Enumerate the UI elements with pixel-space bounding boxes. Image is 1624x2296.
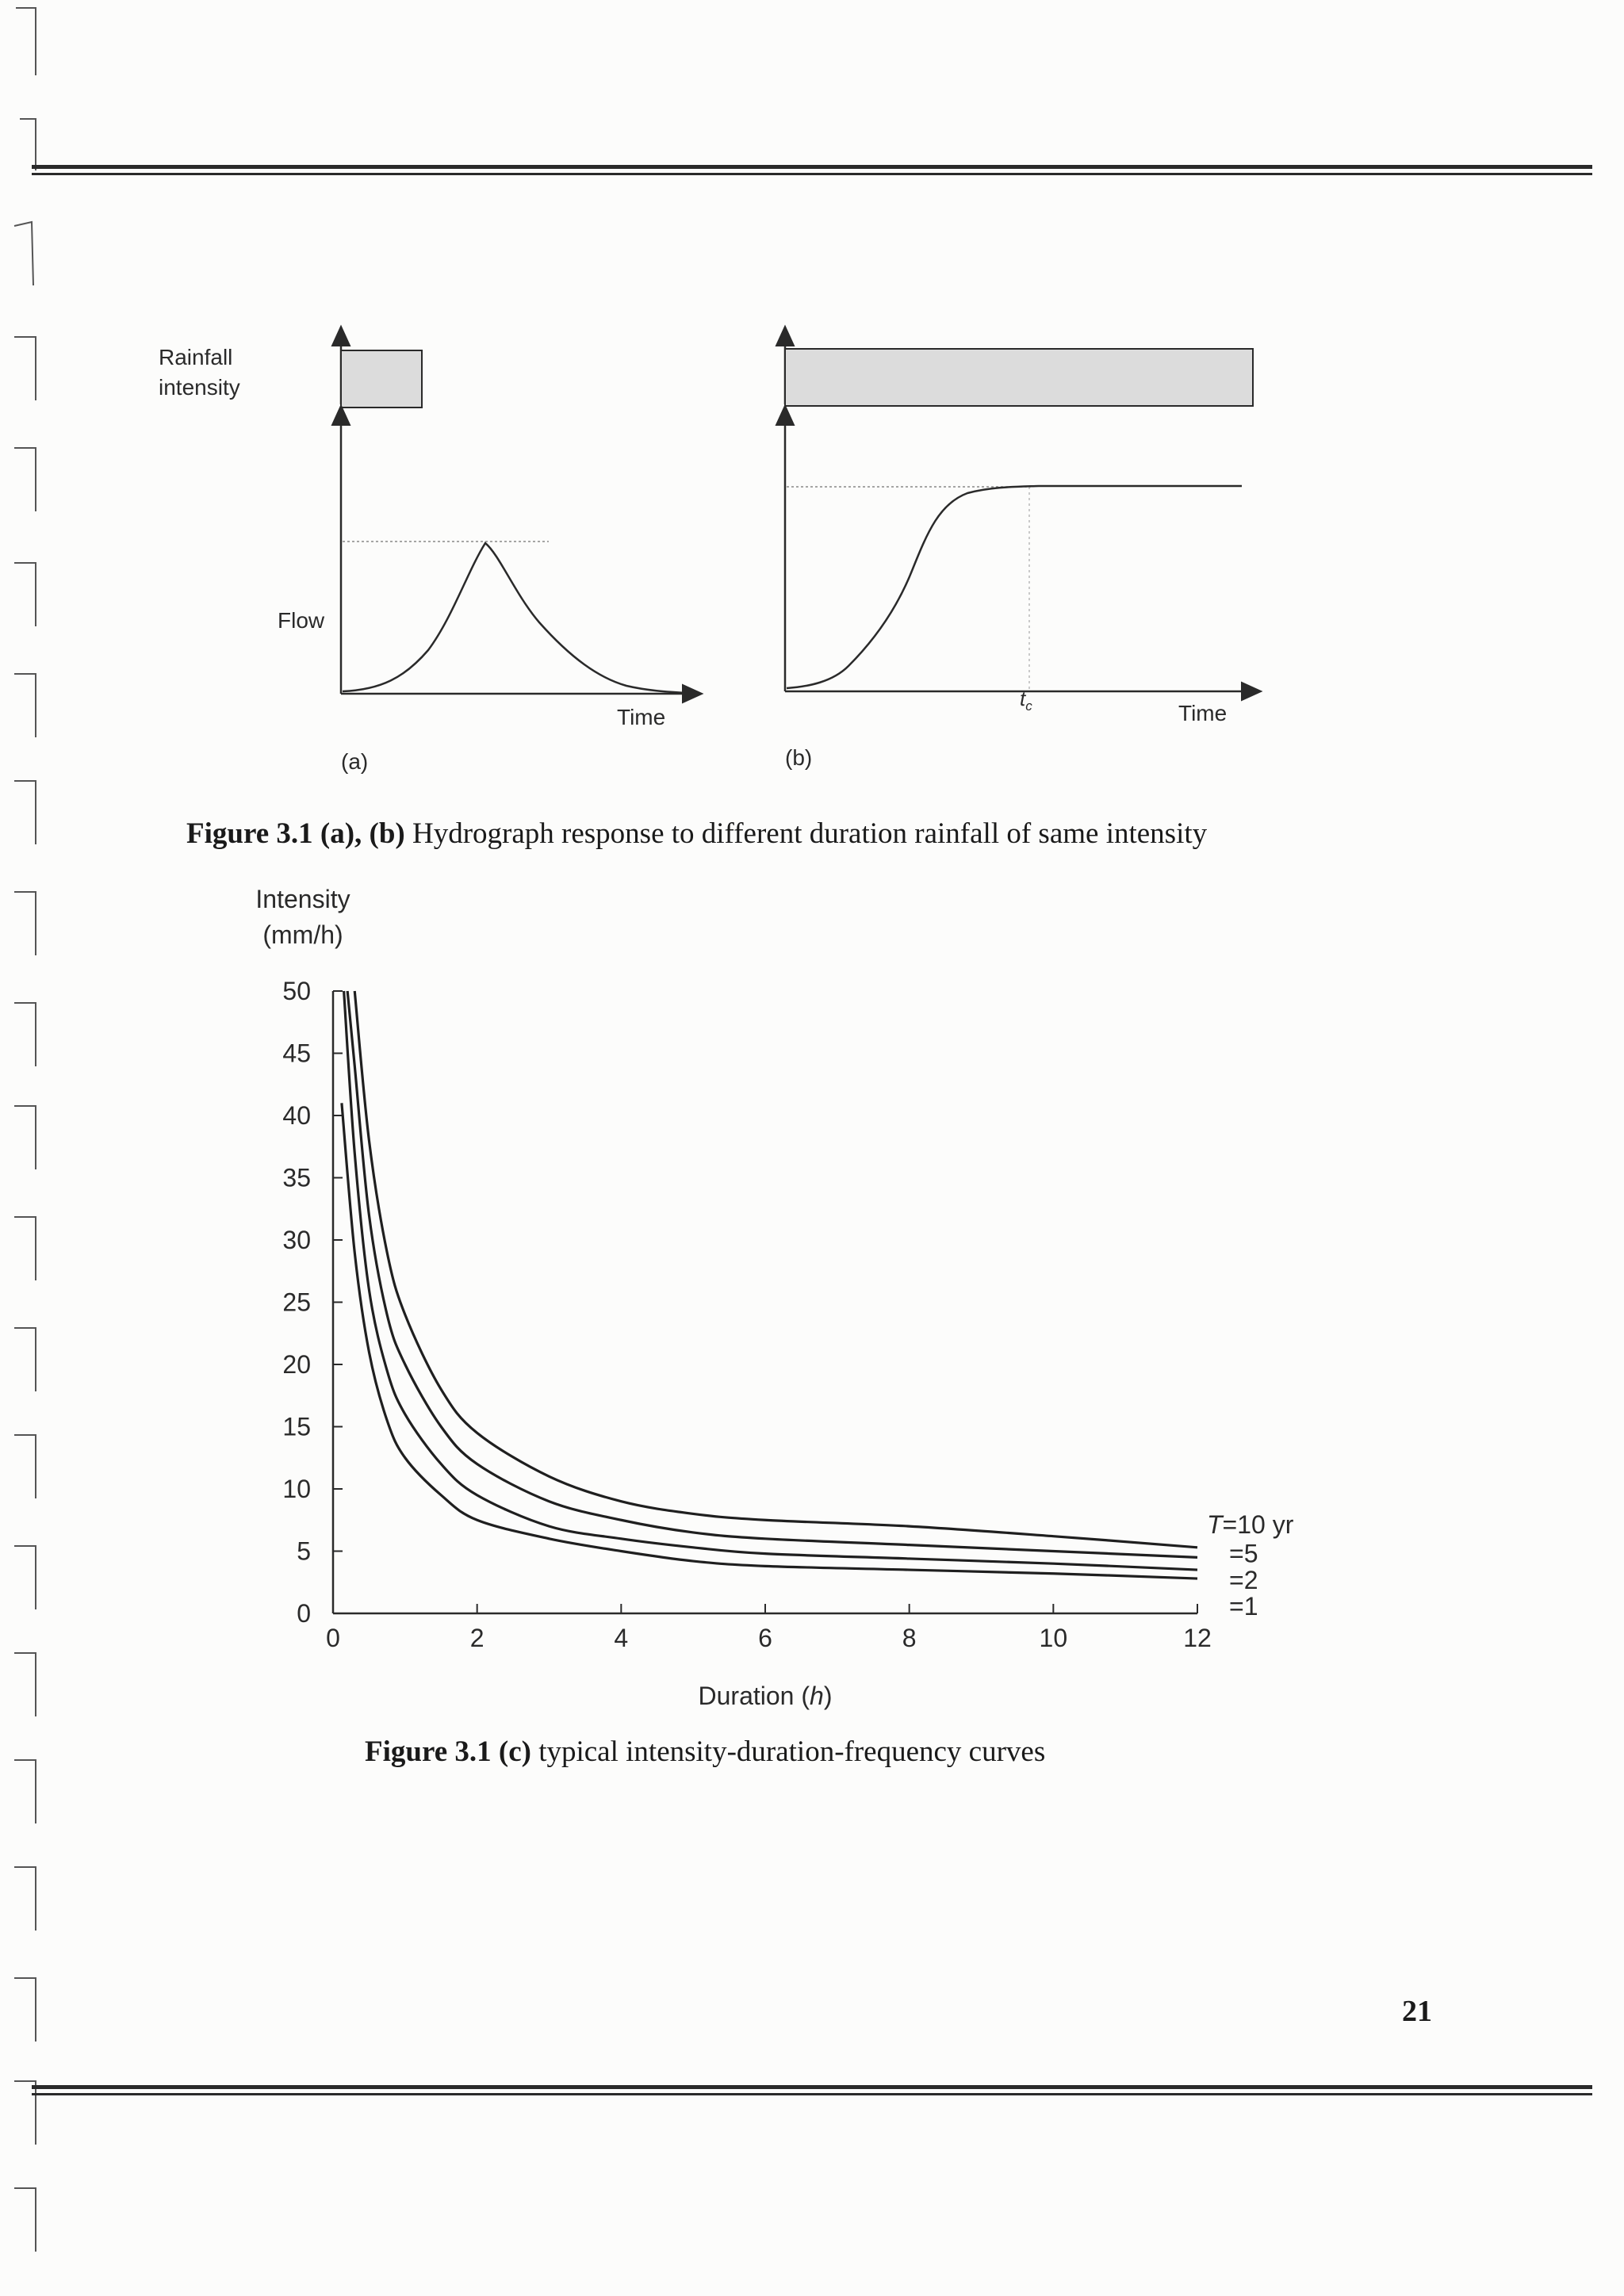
y-tick-label: 40 [282, 1101, 311, 1130]
bottom-rule-thin [32, 2093, 1592, 2095]
panel-a [159, 335, 694, 774]
y-tick-label: 15 [282, 1412, 311, 1441]
series-label-3: =2 [1229, 1566, 1258, 1595]
y-axis-label-line2: (mm/h) [262, 920, 343, 949]
caption-c-text: typical intensity-duration-frequency curves [530, 1735, 1046, 1768]
figure-caption-ab [186, 817, 1207, 851]
x-tick-label: 6 [758, 1624, 772, 1652]
flow-label: Flow [278, 608, 325, 633]
hydrograph-figure [159, 317, 1308, 793]
x-tick-label: 4 [614, 1624, 629, 1652]
x-tick-label: 10 [1039, 1624, 1068, 1652]
time-label-a: Time [617, 705, 666, 729]
time-label-b: Time [1178, 701, 1228, 725]
binding-margin-marks [0, 0, 63, 2296]
rainfall-block-a [341, 350, 422, 408]
panel-label-a: (a) [341, 749, 369, 774]
y-tick-label: 20 [282, 1350, 311, 1379]
y-tick-label: 45 [282, 1039, 311, 1068]
rainfall-block-b [785, 349, 1253, 406]
x-tick-label: 12 [1183, 1624, 1212, 1652]
idf-curve-3 [344, 991, 1197, 1570]
caption-ab-text: Hydrograph response to different duration rainfall of same intensity [404, 817, 1208, 850]
idf-chart [230, 872, 1340, 1712]
hydrograph-curve-a [343, 543, 686, 693]
figure-caption-c [365, 1735, 1045, 1769]
y-tick-label: 0 [297, 1599, 311, 1628]
series-label-1: T=10 yr [1207, 1510, 1294, 1539]
hydrograph-curve-b [787, 486, 1242, 688]
y-tick-label: 50 [282, 977, 311, 1005]
idf-curve-2 [347, 991, 1197, 1557]
top-rule-thin [32, 173, 1592, 175]
y-axis-label-line1: Intensity [255, 885, 350, 913]
panel-label-b: (b) [785, 745, 813, 770]
page-number: 21 [1402, 1995, 1432, 2028]
x-tick-label: 0 [326, 1624, 340, 1652]
caption-c-label: Figure 3.1 (c) [365, 1735, 531, 1768]
series-label-4: =1 [1229, 1592, 1258, 1621]
idf-curve-1 [354, 991, 1197, 1548]
y-tick-label: 5 [297, 1536, 311, 1566]
y-tick-label: 25 [282, 1288, 311, 1317]
x-axis-label: Duration (h) [698, 1682, 833, 1710]
top-rule-thick [32, 165, 1592, 169]
y-tick-label: 30 [282, 1226, 311, 1254]
y-tick-label: 35 [282, 1163, 311, 1192]
rainfall-label-line1: Rainfall [159, 345, 233, 369]
tc-label: $t_c$ [1020, 687, 1032, 714]
x-tick-label: 8 [902, 1624, 917, 1652]
series-label-2: =5 [1229, 1539, 1258, 1568]
y-tick-label: 10 [282, 1475, 311, 1503]
bottom-rule-thick [32, 2085, 1592, 2089]
x-tick-label: 2 [469, 1624, 485, 1652]
rainfall-label-line2: intensity [159, 375, 240, 400]
caption-ab-label: Figure 3.1 (a), (b) [186, 817, 405, 850]
idf-curve-4 [342, 1103, 1197, 1578]
panel-b [785, 335, 1253, 770]
